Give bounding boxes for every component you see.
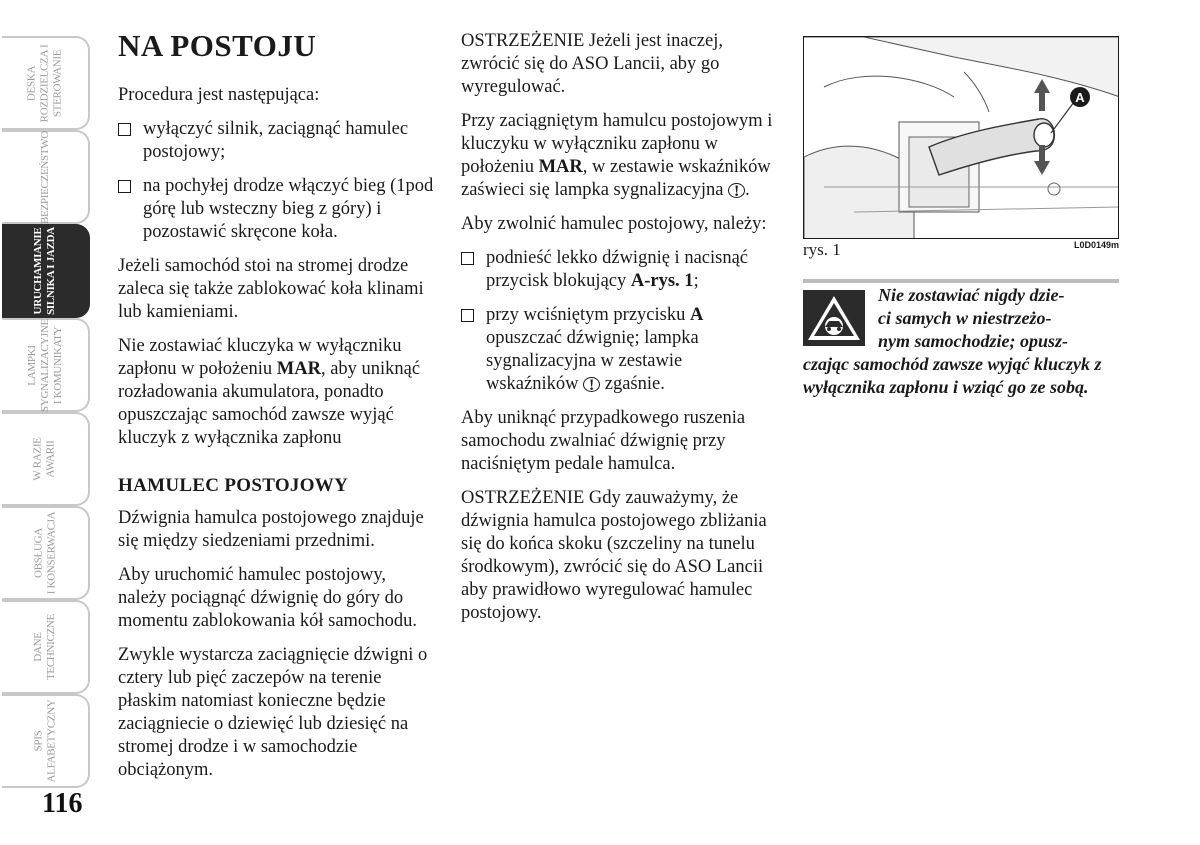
list-item-text: wyłączyć silnik, zaciągnąć hamulec postojowy; [143,119,409,162]
tab-label-line: LAMPKI [25,344,38,386]
paragraph: Zwykle wystarcza zaciągnięcie dźwigni o cztery lub pięć zaczepów na terenie płaskim natomiast konieczne będzie zaciągniecie o dziewięć lub dziesięć na stromej drodze i w samochodzie obciążonym. [118,645,428,780]
figure-code: L0D0149m [1073,240,1119,250]
brake-warning-icon: ! [583,377,600,392]
tab-label-line: SILNIKA I JAZDA [45,227,57,315]
column-2 [461,30,779,636]
tab-label-line: SYGNALIZACYJNE [38,318,51,412]
tab-w-razie-awarii[interactable] [2,412,90,506]
page-number: 116 [42,788,83,819]
list-item [118,118,436,164]
tab-label-line: STEROWANIE [51,49,64,117]
tab-spis-alfabetyczny[interactable] [2,694,90,788]
brake-warning-icon: ! [728,183,745,198]
warning-line: czając samochód zawsze wyjąć kluczyk z wyłącznika zapłonu i wziąć go ze sobą. [803,354,1102,397]
tab-label-line: DANE [31,632,44,662]
page-title: NA POSTOJU [118,28,317,63]
paragraph: Procedura jest następująca: [118,85,320,105]
figure-caption [803,240,1119,260]
list-item [461,304,779,396]
section-divider [803,279,1119,283]
column-1 [118,30,436,793]
tab-label-line: ROZDZIELCZA I [38,44,51,122]
child-in-car-warning-icon [803,290,865,346]
bold-term: A [689,305,704,325]
tab-label-line: BEZPIECZEŃSTWO [38,130,51,224]
tab-lampki[interactable] [2,318,90,412]
bold-term: MAR [538,157,583,177]
paragraph: Jeżeli samochód stoi na stromej drodze zaleca się także zablokować koła klinami lub kamieniami. [118,256,424,322]
bold-term: A-rys. 1 [630,271,694,291]
tab-label-line: OBSŁUGA [32,528,44,578]
section-heading: HAMULEC POSTOJOWY [118,475,349,496]
tab-bezpieczenstwo[interactable] [2,130,90,224]
tab-label-line: W RAZIE [32,437,44,481]
tab-label-line: I KONSERWACJA [45,511,57,595]
lever-illustration [804,37,1119,239]
paragraph: Aby zwolnić hamulec postojowy, należy: [461,214,767,234]
warning-line: Nie zostawiać nigdy dzie- [878,285,1065,305]
tab-label-line: ALFABETYCZNY [44,699,57,783]
tab-label-line: I KOMUNIKATY [51,326,64,404]
paragraph [118,335,436,450]
bold-term: MAR [276,359,321,379]
checkbox-bullet-icon [118,123,131,136]
list-item [118,175,436,244]
checkbox-bullet-icon [461,309,474,322]
checkbox-bullet-icon [461,252,474,265]
text-span: ; [693,271,699,291]
tab-deska-rozdzielcza[interactable] [2,36,90,130]
text-span: . [745,180,750,200]
text-span: zgaśnie. [600,374,665,394]
list-item-text: na pochyłej drodze włączyć bieg (1pod górę lub wsteczny bieg z góry) i pozostawić skręcone koła. [143,176,434,242]
tab-obsluga[interactable] [2,506,90,600]
paragraph: OSTRZEŻENIE Jeżeli jest inaczej, zwrócić się do ASO Lancii, aby go wyregulować. [461,31,723,97]
paragraph: OSTRZEŻENIE Gdy zauważymy, że dźwignia hamulca postojowego zbliżania się do końca skoku (szczeliny na tunelu środkowym), zwrócić się do ASO Lancii aby prawidłowo wyregulować hamulec postojowy. [461,488,767,623]
paragraph [461,110,779,202]
list-item [461,247,779,293]
text-span: Przy zaciągniętym hamulcu postojowym i kluczyku w wyłączniku zapłonu w położeniu [461,111,773,177]
text-span: Nie zostawiać kluczyka w wyłączniku zapłonu w położeniu [118,336,402,379]
figure-parking-brake-lever [803,36,1119,239]
tab-uruchamianie[interactable] [2,224,90,318]
tab-label-line: AWARII [45,440,57,478]
warning-line: nym samochodzie; opusz- [878,331,1069,351]
tab-label-line: URUCHAMIANIE [32,227,44,315]
tab-label-line: DESKA [25,65,38,101]
text-span: podnieść lekko dźwignię i nacisnąć przycisk blokujący [486,248,748,291]
text-span: opuszczać dźwignię; lampka sygnalizacyjna w zestawie wskaźników [486,328,699,394]
tab-dane-techniczne[interactable] [2,600,90,694]
paragraph: Aby uruchomić hamulec postojowy, należy pociągnąć dźwignię do góry do momentu zablokowania kół samochodu. [118,565,418,631]
text-span: , aby uniknąć rozładowania akumulatora, ponadto opuszczając samochód zawsze wyjąć kluczyk z wyłącznika zapłonu [118,359,421,448]
text-span: , w zestawie wskaźników zaświeci się lampka sygnalizacyjna [461,157,771,200]
caption-text: rys. 1 [803,240,841,259]
checkbox-bullet-icon [118,180,131,193]
paragraph: Aby uniknąć przypadkowego ruszenia samochodu zwalniać dźwignię przy naciśniętym pedale hamulca. [461,408,746,474]
figure-callout: A [1075,90,1085,105]
warning-line: ci samych w niestrzeżo- [878,308,1052,328]
paragraph: Dźwignia hamulca postojowego znajduje się między siedzeniami przednimi. [118,508,424,551]
tab-label-line: TECHNICZNE [44,613,57,681]
text-span: przy wciśniętym przycisku [486,305,690,325]
tab-label-line: SPIS [31,730,44,752]
